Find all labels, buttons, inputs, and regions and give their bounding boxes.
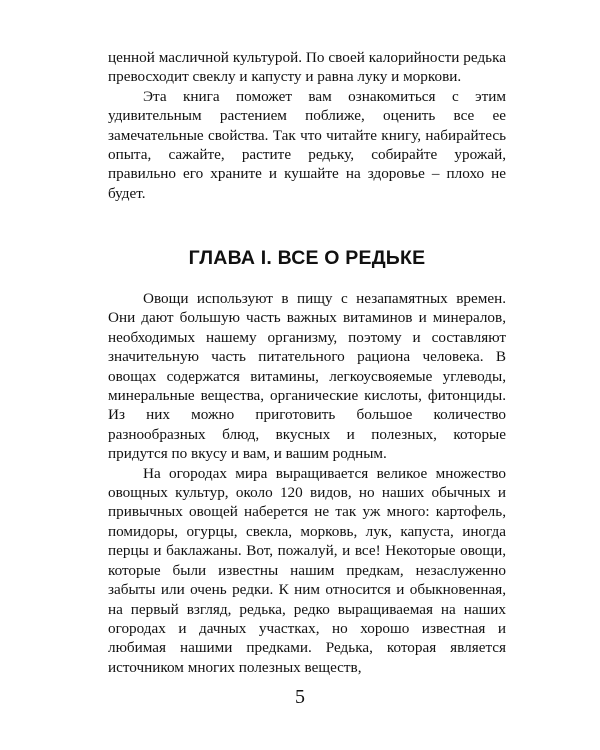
paragraph-intro: Эта книга поможет вам ознакомиться с этим удивительным растением поближе, оценить все ее замечательные свойства. Так что читайте книгу, набирайтесь опыта, сажайте, растите редьку, собирайте урожай, правильно его храните и кушайте на здоровье – плохо не будет. [108,87,506,202]
paragraph-gardens: На огородах мира выращивается великое множество овощных культур, около 120 видов, но наших обычных и привычных овощей наберется не так уж много: картофель, помидоры, огурцы, свекла, морковь, лук, капуста, иногда перцы и баклажаны. Вот, пожалуй, и все! Некоторые овощи, которые были известны нашим предкам, незаслуженно забыты или очень редки. К ним относится и обыкновенная, на первый взгляд, редька, редко выращиваемая на наших огородах и дачных участках, но хорошо известная и любимая нашими предками. Редька, которая является источником многих полезных веществ, [108,464,506,676]
chapter-title: ГЛАВА I. ВСЕ О РЕДЬКЕ [188,247,426,269]
chapter-text-block [108,289,506,677]
continued-text-block [108,48,506,203]
page-number: 5 [295,686,305,708]
paragraph-vegetables: Овощи используют в пищу с незапамятных времен. Они дают большую часть важных витаминов и минералов, необходимых нашему организму, поэтому и составляют значительную часть питательного рациона человека. В овощах содержатся витамины, легкоусвояемые углеводы, минеральные вещества, органические кислоты, фитонциды. Из них можно приготовить большое количество разнообразных блюд, вкусных и полезных, которые придутся по вкусу и вам, и вашим родным. [108,290,506,463]
paragraph-continued: ценной масличной культурой. По своей калорийности редька превосходит свеклу и капусту и равна луку и моркови. [108,49,506,86]
